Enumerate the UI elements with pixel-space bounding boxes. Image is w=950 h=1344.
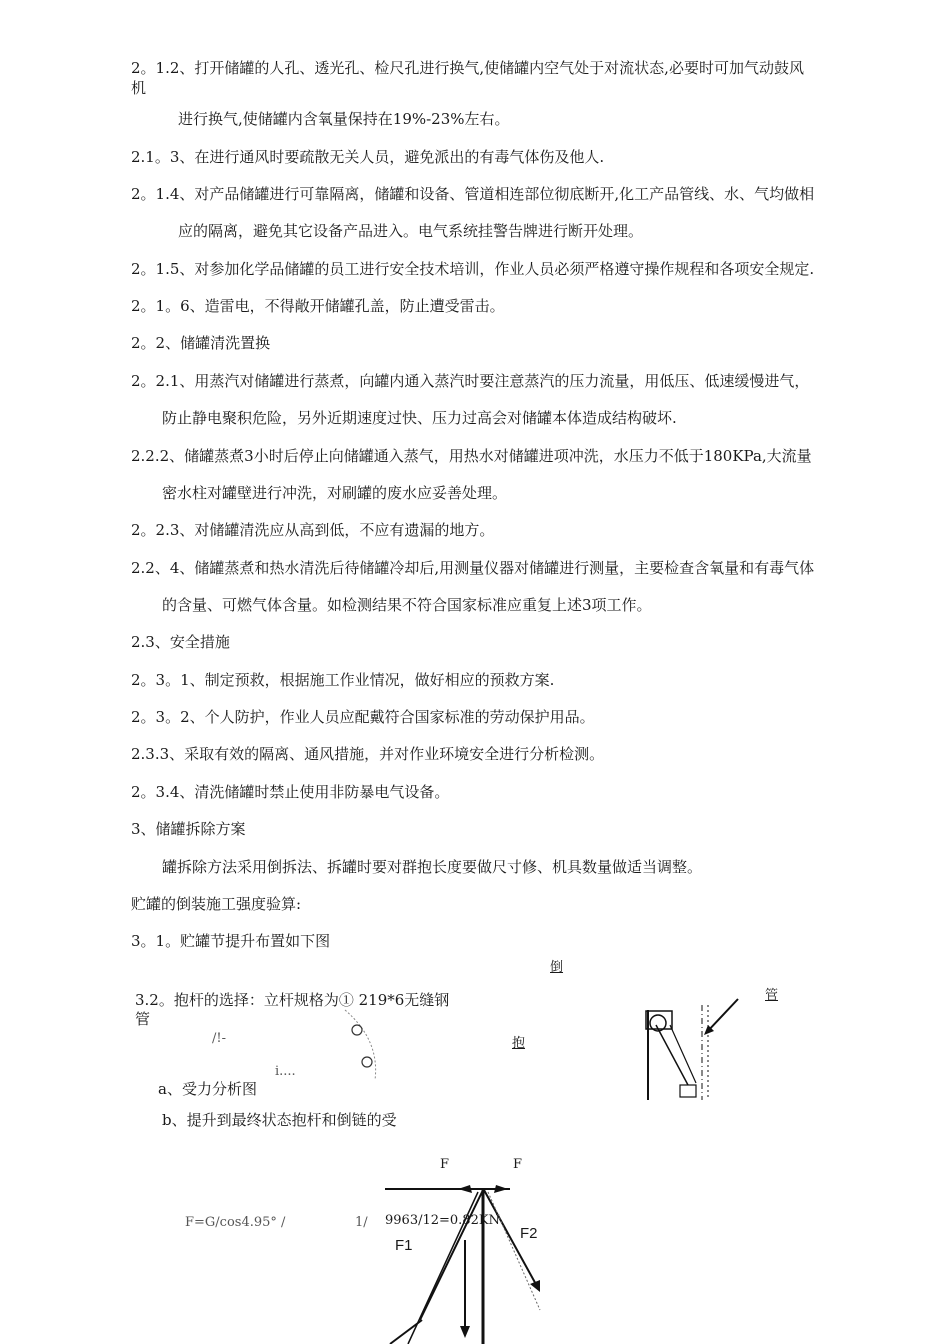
paragraph-line: 2。1。6、造雷电，不得敞开储罐孔盖，防止遭受雷击。 bbox=[131, 297, 505, 315]
arc-sketch bbox=[340, 1005, 390, 1085]
hook-block bbox=[680, 1085, 696, 1097]
arrow-head bbox=[458, 1185, 472, 1193]
paragraph-line: 2。1.5、对参加化学品储罐的员工进行安全技术培训，作业人员必须严格遵守操作规程和各项安全规定. bbox=[131, 260, 815, 278]
paragraph-line: 机 bbox=[131, 79, 147, 97]
paragraph-line: 3。1。贮罐节提升布置如下图 bbox=[131, 932, 331, 950]
paragraph-line: 应的隔离，避免其它设备产品进入。电气系统挂警告牌进行断开处理。 bbox=[178, 222, 644, 240]
paragraph-line: 贮罐的倒装施工强度验算: bbox=[131, 895, 302, 913]
force-label-left: F bbox=[440, 1157, 450, 1172]
paragraph-line: 2.1。3、在进行通风时要疏散无关人员，避免派出的有毒气体伤及他人. bbox=[131, 148, 605, 166]
diagram-fragment-slash: /!- bbox=[212, 1031, 226, 1046]
force-label-right: F bbox=[513, 1157, 523, 1172]
paragraph-line: 2.3.3、采取有效的隔离、通风措施，并对作业环境安全进行分析检测。 bbox=[131, 745, 605, 763]
pulley-circle bbox=[362, 1057, 372, 1067]
paragraph-line: 2。1.2、打开储罐的人孔、透光孔、检尺孔进行换气,使储罐内空气处于对流状态,必要时可加气动鼓风 bbox=[131, 59, 804, 77]
arc-dashed bbox=[345, 1010, 376, 1080]
force-f1-line bbox=[420, 1190, 483, 1320]
force-analysis-label: a、受力分析图 bbox=[158, 1080, 257, 1098]
final-state-label: b、提升到最终状态抱杆和倒链的受 bbox=[162, 1111, 397, 1129]
force-diagram bbox=[380, 1180, 550, 1344]
paragraph-line: 2。1.4、对产品储罐进行可靠隔离，储罐和设备、管道相连部位彻底断开,化工产品管线、水、气均做相 bbox=[131, 185, 815, 203]
section-heading: 3、储罐拆除方案 bbox=[131, 820, 246, 838]
label-bao: 抱 bbox=[512, 1036, 526, 1051]
section-32-line2: 管 bbox=[135, 1010, 151, 1028]
paragraph-line: 2。2.3、对储罐清洗应从高到低，不应有遗漏的地方。 bbox=[131, 521, 495, 539]
section-heading: 2.3、安全措施 bbox=[131, 633, 230, 651]
paragraph-line: 2。3。1、制定预救，根据施工作业情况，做好相应的预救方案. bbox=[131, 671, 555, 689]
formula-left: F=G/cos4.95° / bbox=[185, 1215, 286, 1230]
paragraph-line: 的含量、可燃气体含量。如检测结果不符合国家标准应重复上述3项工作。 bbox=[162, 596, 652, 614]
force-f2-label: F2 bbox=[520, 1225, 538, 1242]
pulley-circle bbox=[352, 1025, 362, 1035]
hoist-sketch bbox=[640, 995, 780, 1105]
paragraph-line: 进行换气,使储罐内含氧量保持在19%-23%左右。 bbox=[178, 110, 510, 128]
label-dao: 倒 bbox=[550, 960, 564, 975]
force-f1-label: F1 bbox=[395, 1237, 413, 1254]
paragraph-line: 2.2、4、储罐蒸煮和热水清洗后待储罐冷却后,用测量仪器对储罐进行测量，主要检查含氧量和有毒气体 bbox=[131, 559, 815, 577]
section-32-line1: 3.2。抱杆的选择：立杆规格为① 219*6无缝钢 bbox=[135, 991, 450, 1009]
label-guan: 管 bbox=[765, 988, 779, 1003]
paragraph-line: 防止静电聚积危险，另外近期速度过快、压力过高会对储罐本体造成结构破坏. bbox=[162, 409, 677, 427]
paragraph-line: 2。2.1、用蒸汽对储罐进行蒸煮，向罐内通入蒸汽时要注意蒸汽的压力流量，用低压、低速缓慢进气， bbox=[131, 372, 810, 390]
arrow-head bbox=[494, 1185, 508, 1193]
paragraph-line: 罐拆除方法采用倒拆法、拆罐时要对群抱长度要做尺寸修、机具数量做适当调整。 bbox=[162, 858, 703, 876]
paragraph-line: 2。3.4、清洗储罐时禁止使用非防暴电气设备。 bbox=[131, 783, 450, 801]
paragraph-line: 密水柱对罐壁进行冲洗，对刷罐的废水应妥善处理。 bbox=[162, 484, 508, 502]
formula-right: 9963/12=0.82KN bbox=[385, 1213, 500, 1228]
diagram-fragment-dots: i.... bbox=[275, 1064, 296, 1079]
force-f2-line bbox=[484, 1190, 538, 1288]
arrow-head bbox=[460, 1326, 470, 1338]
formula-mid: 1/ bbox=[355, 1215, 368, 1230]
paragraph-line: 2.2.2、储罐蒸煮3小时后停止向储罐通入蒸气，用热水对储罐进项冲洗，水压力不低于180KPa,大流量 bbox=[131, 447, 812, 465]
paragraph-line: 2。3。2、个人防护，作业人员应配戴符合国家标准的劳动保护用品。 bbox=[131, 708, 595, 726]
force-f1-line bbox=[408, 1192, 478, 1344]
section-heading: 2。2、储罐清洗置换 bbox=[131, 334, 271, 352]
